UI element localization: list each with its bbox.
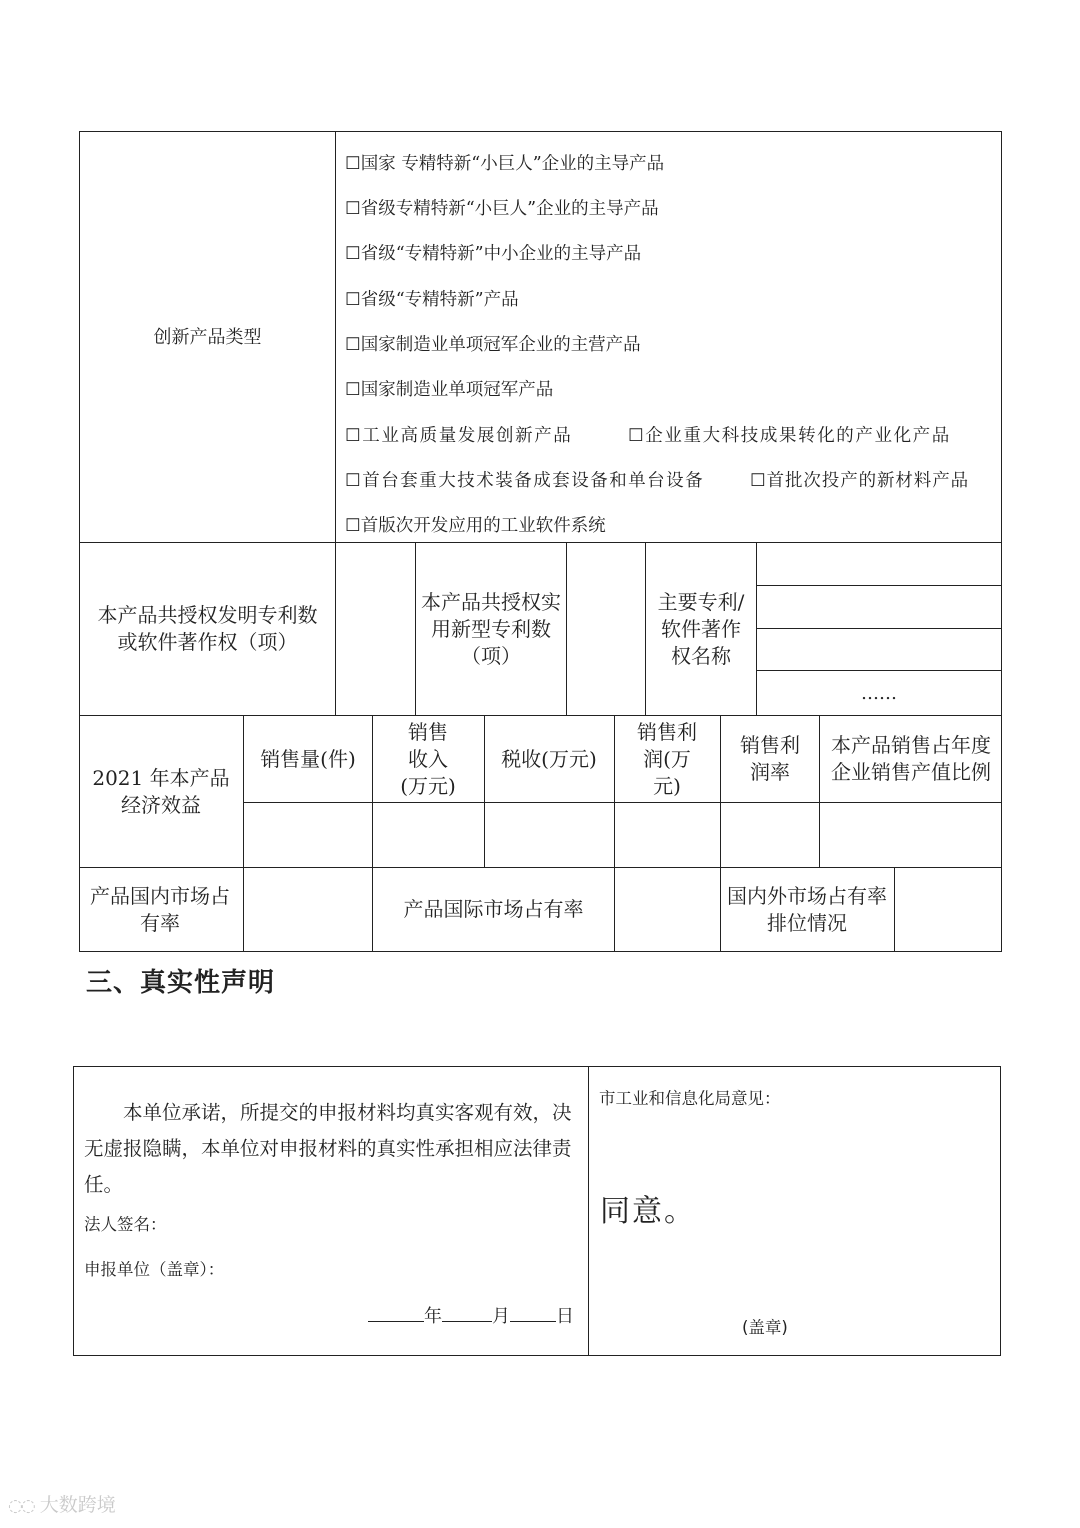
market-ranking-label: 国内外市场占有率排位情况 [727, 883, 887, 935]
checkbox-option-provincial-product[interactable]: ☐省级“专精特新”产品 [345, 290, 519, 310]
checkbox-option-first-material[interactable]: ☐首批次投产的新材料产品 [750, 471, 969, 491]
date-line [368, 1302, 574, 1328]
header-profit-margin: 销售利润率 [740, 733, 800, 784]
patent-name-row[interactable] [757, 586, 1001, 628]
checkbox-option-national-little-giant[interactable]: ☐国家 专精特新“小巨人”企业的主导产品 [345, 154, 665, 174]
invention-patent-count[interactable] [336, 543, 415, 715]
international-market-share-value[interactable] [615, 868, 720, 951]
day-label: 日 [556, 1306, 574, 1327]
year-blank[interactable] [368, 1303, 424, 1322]
value-sales-share[interactable] [820, 803, 1001, 867]
international-market-share-label: 产品国际市场占有率 [403, 897, 584, 921]
year-label: 年 [424, 1306, 442, 1327]
day-blank[interactable] [510, 1303, 556, 1322]
value-sales-volume[interactable] [244, 803, 372, 867]
economic-benefit-label: 2021 年本产品经济效益 [92, 765, 230, 817]
applicant-unit-label: 申报单位（盖章）： [84, 1260, 225, 1279]
checkbox-option-first-software[interactable]: ☐首版次开发应用的工业软件系统 [345, 516, 606, 536]
market-ranking-value[interactable] [895, 868, 1001, 951]
watermark-logo-icon: ◌◌ [8, 1496, 34, 1516]
header-sales-volume: 销售量(件) [260, 746, 356, 771]
bureau-opinion-value: 同意。 [600, 1194, 696, 1229]
header-sales-revenue: 销售收入(万元) [400, 719, 456, 798]
utility-patent-label: 本产品共授权实用新型专利数（项） [421, 589, 561, 668]
header-sales-share: 本产品销售占年度企业销售产值比例 [831, 733, 991, 784]
main-patent-names-label: 主要专利/软件著作权名称 [657, 589, 745, 668]
legal-signature-label: 法人签名： [84, 1215, 167, 1234]
domestic-market-share-value[interactable] [244, 868, 372, 951]
utility-patent-count[interactable] [567, 543, 645, 715]
header-tax: 税收(万元) [501, 746, 597, 771]
checkbox-option-provincial-sme[interactable]: ☐省级“专精特新”中小企业的主导产品 [345, 244, 642, 264]
checkbox-option-first-equipment[interactable]: ☐首台套重大技术装备成套设备和单台设备 [345, 471, 705, 491]
bureau-seal-label: (盖章) [742, 1318, 788, 1337]
checkbox-option-champion-product[interactable]: ☐国家制造业单项冠军产品 [345, 380, 554, 400]
patent-name-ellipsis: …… [861, 682, 897, 704]
invention-patent-label: 本产品共授权发明专利数或软件著作权（项） [97, 603, 318, 654]
month-label: 月 [492, 1306, 510, 1327]
month-blank[interactable] [442, 1303, 492, 1322]
checkbox-option-provincial-little-giant[interactable]: ☐省级专精特新“小巨人”企业的主导产品 [345, 199, 659, 219]
innovation-type-label: 创新产品类型 [153, 326, 262, 348]
value-profit-margin[interactable] [721, 803, 819, 867]
header-sales-profit: 销售利润(万元) [637, 719, 697, 798]
patent-name-row[interactable] [757, 543, 1001, 585]
domestic-market-share-label: 产品国内市场占有率 [90, 883, 230, 935]
section-title: 三、真实性声明 [86, 968, 276, 998]
watermark-text: 大数跨境 [39, 1494, 116, 1516]
checkbox-option-tech-transfer[interactable]: ☐企业重大科技成果转化的产业化产品 [628, 426, 951, 446]
value-sales-profit[interactable] [615, 803, 720, 867]
declaration-text: 本单位承诺，所提交的申报材料均真实客观有效，决无虚报隐瞒，本单位对申报材料的真实性承担相应法律责任。 [84, 1101, 572, 1196]
value-sales-revenue[interactable] [373, 803, 484, 867]
value-tax[interactable] [485, 803, 614, 867]
bureau-opinion-label: 市工业和信息化局意见： [599, 1089, 781, 1108]
checkbox-option-high-quality[interactable]: ☐工业高质量发展创新产品 [345, 426, 573, 446]
patent-name-row[interactable] [757, 629, 1001, 670]
checkbox-option-champion-enterprise[interactable]: ☐国家制造业单项冠军企业的主营产品 [345, 335, 641, 355]
watermark [8, 1490, 116, 1517]
